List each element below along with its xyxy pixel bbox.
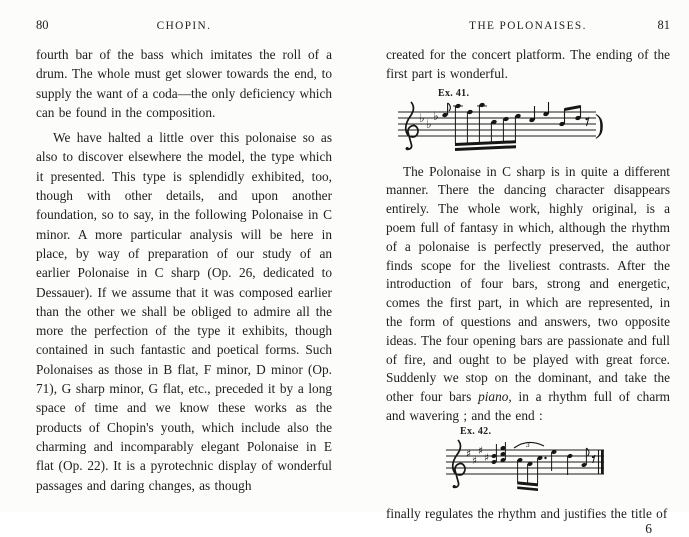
triplet-number: 3 xyxy=(526,439,530,449)
beam xyxy=(455,140,516,146)
beam xyxy=(565,105,581,111)
flat-sign: ♭ xyxy=(419,110,425,125)
notes-group xyxy=(491,440,595,491)
left-page-header xyxy=(36,18,332,33)
music-example-41 xyxy=(396,88,610,156)
notes-group xyxy=(442,102,589,151)
signature-mark: 6 xyxy=(645,520,652,536)
treble-clef-icon xyxy=(453,440,465,488)
right-page-header xyxy=(386,18,670,33)
end-paren: ) xyxy=(595,108,604,139)
music-staff-ex41 xyxy=(396,100,610,156)
example-41-label: Ex. 41. xyxy=(438,87,470,99)
body-paragraph xyxy=(386,163,670,426)
running-header-right: THE POLONAISES. xyxy=(469,20,587,32)
left-page xyxy=(36,18,332,495)
sharp-sign: ♯ xyxy=(484,451,490,464)
body-paragraph: finally regulates the rhythm and justifies the title of xyxy=(386,505,668,521)
body-paragraph: fourth bar of the bass which imitates the roll of a drum. The whole must get slower towards the end, to supply the want of a coda—the only deficiency which can be found in the composition. xyxy=(36,47,332,120)
treble-clef-icon xyxy=(406,102,418,150)
italic-word-piano: piano xyxy=(478,389,509,405)
paragraph-text: The Polonaise in C sharp is in quite a different manner. There the dancing character disappears entirely. The whole work, highly original, is a poem full of fantasy in which, although the rhythm of a polonaise is perfectly preserved, the author finds scope for the liveliest contrasts. After the introduction of four bars, strong and energetic, comes the first part, in which are represented, in the form of questions and answers, two opposite ideas. The four opening bars are passionate and full of fire, and ought to be played with great force. Suddenly we stop on the dominant, and take the other four bars xyxy=(386,163,670,405)
page-number-left: 80 xyxy=(36,18,49,32)
beam xyxy=(455,145,516,151)
rest-sign xyxy=(585,117,589,126)
beam xyxy=(517,486,538,491)
example-42-label: Ex. 42. xyxy=(460,425,492,437)
right-page xyxy=(386,18,670,537)
body-paragraph: We have halted a little over this polonaise so as also to discover elsewhere the model, the type which it presented. This type is splendidly exhibited, too, though with other details, and upon another foundation, so to say, in the following Polonaise in C minor. A more particular analysis will be here in place, by way of preparation of our study of an earlier Polonaise in C sharp (Op. 26, dedicated to Dessauer). If we assume that it was composed earlier than the other we shall be obliged to admire all the more the perfection of the type it exhibits, though contained in such fantastic and poetical forms. Such Polonaises as those in B flat, F minor, D minor (Op. 71), G sharp minor, G flat, etc., preceded it by a long space of time and we know these works as the products of Chopin's youth, which include also the charming and incomparably elegant Polonaise in E flat (Op. 22). It is a pyrotechnic display of wonderful passages and daring changes, as though xyxy=(36,130,332,493)
page-number-right: 81 xyxy=(657,18,670,32)
body-paragraph: created for the concert platform. The ending of the first part is wonderful. xyxy=(386,47,670,81)
running-header-left: CHOPIN. xyxy=(156,20,212,32)
paragraph-text: , in a rhythm full of charm and wavering ; and the end : xyxy=(386,389,670,423)
sharp-sign: ♯ xyxy=(478,444,484,457)
flat-sign: ♭ xyxy=(426,116,432,131)
flat-sign: ♭ xyxy=(433,108,439,123)
music-example-42 xyxy=(444,426,614,492)
sharp-sign: ♯ xyxy=(466,447,472,460)
music-staff-ex42 xyxy=(444,438,614,492)
sharp-sign: ♯ xyxy=(472,454,478,467)
